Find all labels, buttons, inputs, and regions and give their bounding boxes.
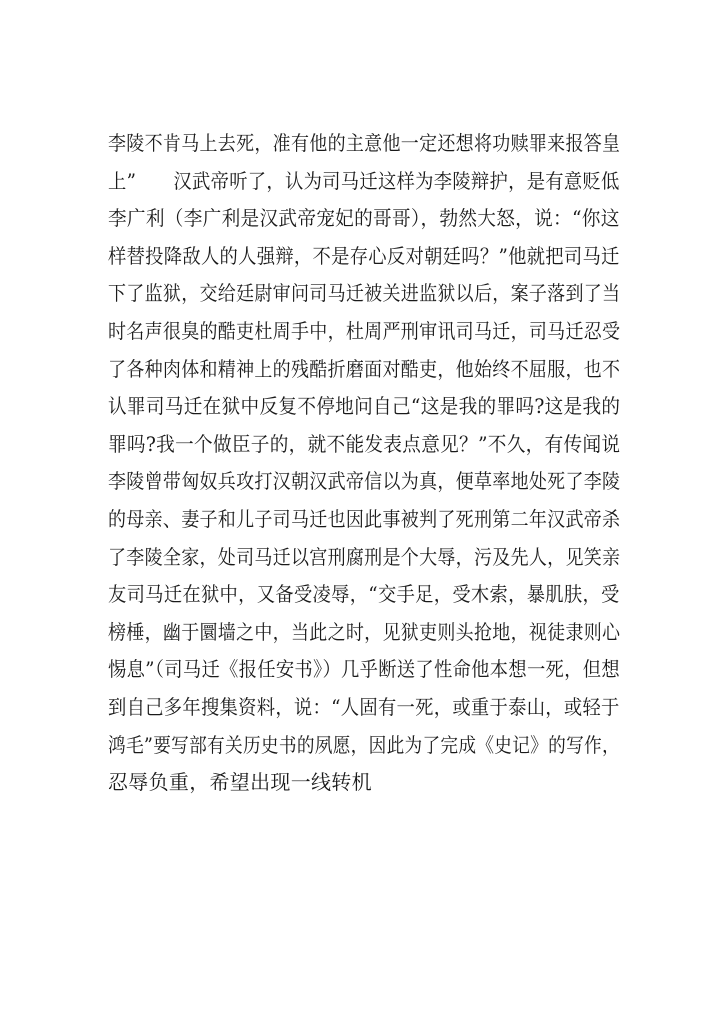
text-line: 榜棰，幽于圜墙之中，当此之时，见狱吏则头抢地，视徒隶则心 (108, 619, 621, 644)
text-line: 的母亲、妻子和儿子司马迁也因此事被判了死刑第二年汉武帝杀 (108, 506, 621, 531)
text-line: 李陵曾带匈奴兵攻打汉朝汉武帝信以为真，便草率地处死了李陵 (108, 469, 621, 494)
text-line: 了各种肉体和精神上的残酷折磨面对酷吏，他始终不屈服，也不 (108, 356, 621, 381)
text-line: 下了监狱，交给廷尉审问司马迁被关进监狱以后，案子落到了当 (108, 281, 621, 306)
text-line: 忍辱负重，希望出现一线转机 (108, 770, 372, 795)
text-line: 时名声很臭的酷吏杜周手中，杜周严刑审讯司马迁，司马迁忍受 (108, 318, 621, 343)
text-line: 到自己多年搜集资料，说：“人固有一死，或重于泰山，或轻于 (108, 694, 620, 719)
text-line: 友司马迁在狱中，又备受凌辱，“交手足，受木索，暴肌肤，受 (108, 582, 620, 607)
text-line: 李广利（李广利是汉武帝宠妃的哥哥），勃然大怒，说：“你这 (108, 206, 620, 231)
text-line: 惕息”（司马迁《报任安书》）几乎断送了性命他本想一死，但想 (108, 657, 620, 682)
text-line: 上” 汉武帝听了，认为司马迁这样为李陵辩护，是有意贬低 (108, 168, 620, 193)
text-line: 鸿毛”要写部有关历史书的夙愿，因此为了完成《史记》的写作， (108, 732, 620, 757)
text-line: 认罪司马迁在狱中反复不停地问自己“这是我的罪吗?这是我的 (108, 394, 621, 419)
text-line: 了李陵全家，处司马迁以宫刑腐刑是个大辱，污及先人，见笑亲 (108, 544, 621, 569)
text-line: 罪吗?我一个做臣子的，就不能发表点意见？”不久，有传闻说 (108, 431, 621, 456)
text-line: 样替投降敌人的人强辩，不是存心反对朝廷吗？”他就把司马迁 (108, 243, 620, 268)
document-body (108, 125, 620, 802)
text-line: 李陵不肯马上去死，准有他的主意他一定还想将功赎罪来报答皇 (108, 131, 621, 155)
